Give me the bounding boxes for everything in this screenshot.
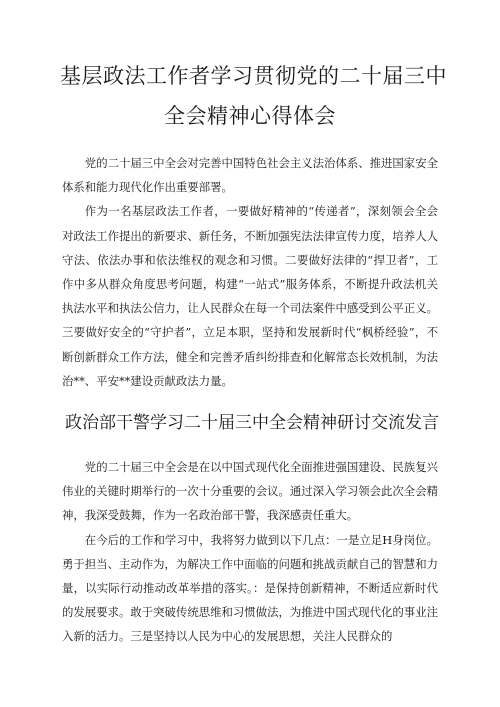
paragraph: 党的二十届三中全会对完善中国特色社会主义法治体系、推进国家安全体系和能力现代化作出重要部署。	[62, 156, 438, 195]
section-2-body	[62, 455, 438, 649]
paragraph: 作为一名基层政法工作者，一要做好精神的“传递者”，深刻领会全会对政法工作提出的新要求、新任务，不断加强宪法法律宣传力度，培养人人守法、依法办事和依法维权的观念和习惯。二要做好法律的“捍卫者”，工作中多从群众角度思考问题，构建“一站式”服务体系，不断提升政法机关执法水平和执法公信力，让人民群众在每一个司法案件中感受到公平正义。三要做好安全的“守护者”，立足本职，坚持和发展新时代“枫桥经验”，不断创新群众工作方法，健全和完善矛盾纠纷排查和化解常态长效机制，为法治**、平安**建设贡献政法力量。	[62, 204, 438, 388]
section-2-heading: 政治部干警学习二十届三中全会精神研讨交流发言	[65, 413, 439, 433]
document-title	[60, 56, 447, 136]
paragraph: 党的二十届三中全会是在以中国式现代化全面推进强国建设、民族复兴伟业的关键时期举行的一次十分重要的会议。通过深入学习领会此次全会精神，我深受鼓舞，作为一名政治部干警，我深感责任重大。	[62, 460, 438, 523]
section-1-body	[62, 151, 438, 393]
title-line-1: 基层政法工作者学习贯彻党的二十届三中	[60, 64, 447, 88]
paragraph: 在今后的工作和学习中，我将努力做到以下几点：一是立足H身岗位。勇于担当、主动作为，为解决工作中面临的问题和挑战贡献自己的智慧和力量，以实际行动推动改革举措的落实。：是保持创新精神，不断适应新时代的发展要求。敢于突破传统思维和习惯做法，为推进中国式现代化的事业注入新的活力。三是坚持以人民为中心的发展思想，关注人民群众的	[62, 532, 438, 644]
title-line-2: 全会精神心得体会	[164, 104, 336, 128]
